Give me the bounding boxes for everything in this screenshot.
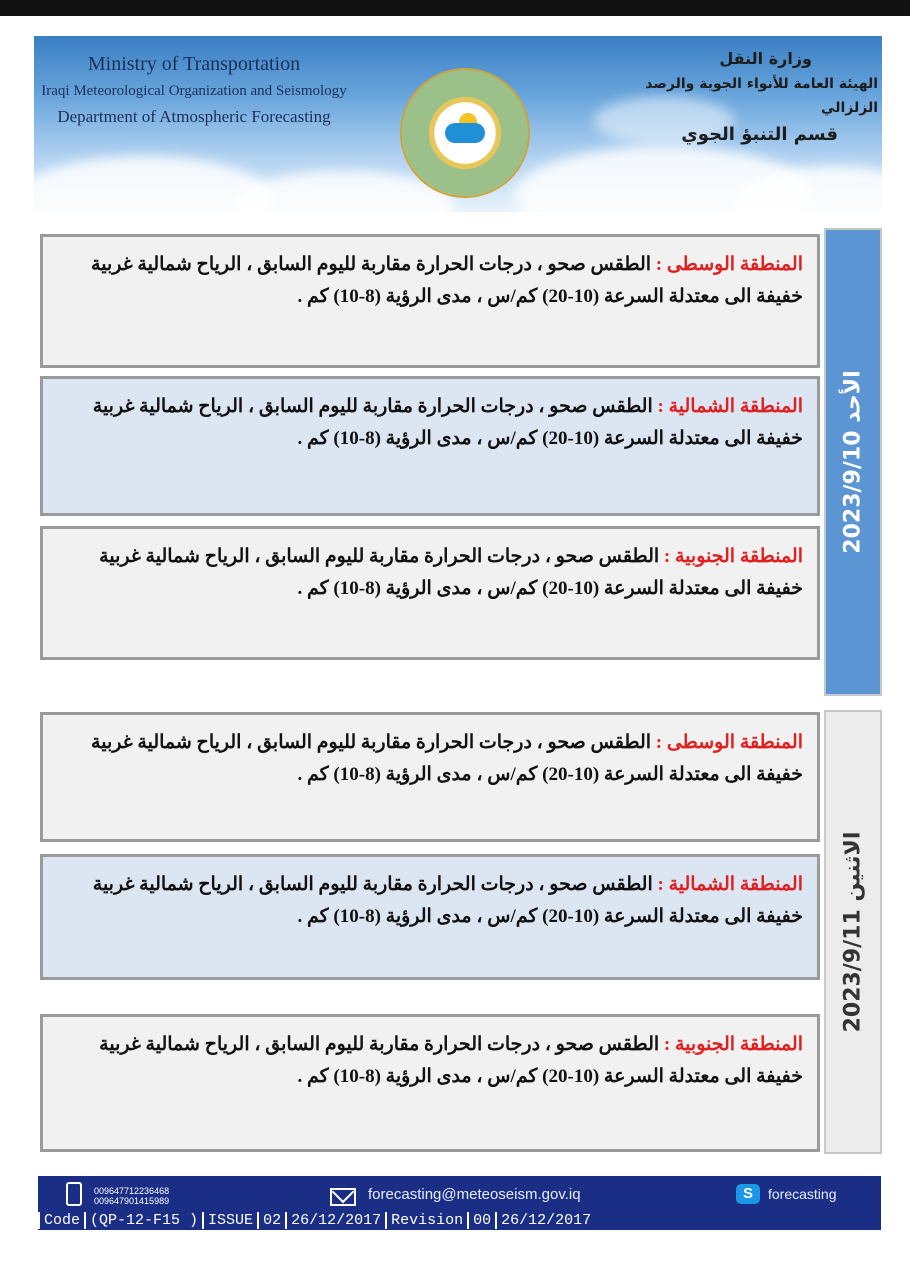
region-title: المنطقة الشمالية : [657, 396, 803, 417]
region-title: المنطقة الوسطى : [655, 254, 803, 275]
department-name-ar: قسم التنبؤ الجوي [681, 124, 838, 145]
email-address: forecasting@meteoseism.gov.iq [368, 1186, 581, 1203]
forecast-text: الطقس صحو ، درجات الحرارة مقاربة لليوم السابق ، الرياح شمالية غربية خفيفة الى معتدلة السرعة (10-20) كم/س ، مدى الرؤية (8-10) كم . [92, 874, 803, 927]
ministry-name-en: Ministry of Transportation [87, 53, 301, 75]
document-code-row [38, 1212, 881, 1230]
organization-logo [402, 70, 528, 196]
forecast-text: الطقس صحو ، درجات الحرارة مقاربة لليوم السابق ، الرياح شمالية غربية خفيفة الى معتدلة السرعة (10-20) كم/س ، مدى الرؤية (8-10) كم . [91, 254, 803, 307]
forecast-box [40, 376, 820, 516]
region-title: المنطقة الوسطى : [655, 732, 803, 753]
forecast-box [40, 712, 820, 842]
forecast-box [40, 234, 820, 368]
department-name-en: Department of Atmospheric Forecasting [57, 107, 331, 126]
revision-date: 26/12/2017 [495, 1212, 595, 1229]
forecast-text: الطقس صحو ، درجات الحرارة مقاربة لليوم السابق ، الرياح شمالية غربية خفيفة الى معتدلة السرعة (10-20) كم/س ، مدى الرؤية (8-10) كم . [99, 546, 803, 599]
forecast-box [40, 1014, 820, 1152]
issue-date: 26/12/2017 [285, 1212, 385, 1229]
day-label-text: الأحد 2023/9/10 [840, 370, 866, 554]
forecast-text: الطقس صحو ، درجات الحرارة مقاربة لليوم السابق ، الرياح شمالية غربية خفيفة الى معتدلة السرعة (10-20) كم/س ، مدى الرؤية (8-10) كم . [92, 396, 803, 449]
document-footer [38, 1176, 881, 1230]
region-title: المنطقة الشمالية : [657, 874, 803, 895]
day-label-1 [824, 228, 882, 696]
forecast-text: الطقس صحو ، درجات الحرارة مقاربة لليوم السابق ، الرياح شمالية غربية خفيفة الى معتدلة السرعة (10-20) كم/س ، مدى الرؤية (8-10) كم . [91, 732, 803, 785]
skype-handle: forecasting [768, 1186, 837, 1202]
mail-icon [330, 1188, 356, 1206]
phone-icon [66, 1182, 82, 1206]
phone-numbers [94, 1186, 169, 1206]
organization-name-en: Iraqi Meteorological Organization and Seismology [41, 83, 347, 99]
region-title: المنطقة الجنوبية : [663, 546, 803, 567]
phone-number: 009647901415989 [94, 1196, 170, 1206]
phone-number: 009647712236468 [94, 1186, 170, 1196]
code-value: (QP-12-F15 ) [84, 1212, 202, 1229]
forecast-box [40, 526, 820, 660]
forecast-box [40, 854, 820, 980]
header-arabic [618, 46, 878, 150]
issue-value: 02 [257, 1212, 285, 1229]
header-banner [34, 36, 882, 212]
top-border [0, 0, 910, 16]
code-label: Code [38, 1212, 84, 1229]
day-label-2 [824, 710, 882, 1154]
forecast-text: الطقس صحو ، درجات الحرارة مقاربة لليوم السابق ، الرياح شمالية غربية خفيفة الى معتدلة السرعة (10-20) كم/س ، مدى الرؤية (8-10) كم . [99, 1034, 803, 1087]
skype-icon: S [736, 1184, 760, 1204]
revision-value: 00 [467, 1212, 495, 1229]
ministry-name-ar: وزارة النقل [719, 49, 812, 68]
region-title: المنطقة الجنوبية : [663, 1034, 803, 1055]
organization-name-ar: الهيئة العامة للأنواء الجوية والرصد الزلزالي [645, 76, 878, 116]
header-english [34, 50, 354, 130]
revision-label: Revision [385, 1212, 467, 1229]
issue-label: ISSUE [202, 1212, 257, 1229]
day-label-text: الاثنين 2023/9/11 [840, 831, 866, 1033]
